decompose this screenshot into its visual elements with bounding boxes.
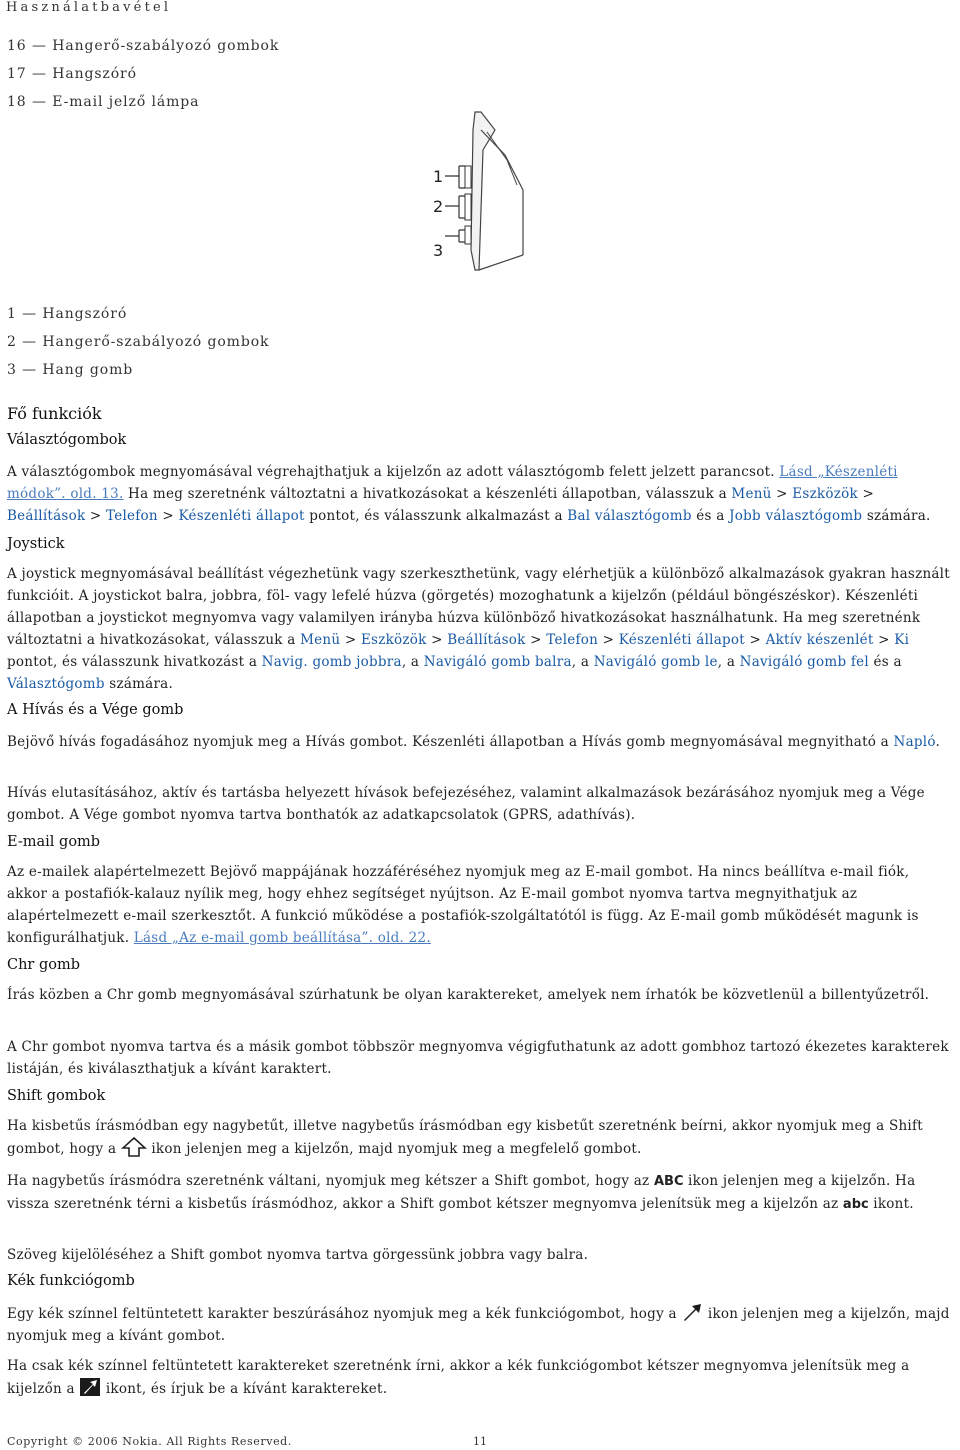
list-item: 17 — Hangszóró: [7, 66, 137, 82]
paragraph-shift-1: Ha kisbetűs írásmódban egy nagybetűt, illetve nagybetűs írásmódban egy kisbetűt szeretnénk beírni, akkor nyomjuk meg a Shift gombot, hogy a ikon jelenjen meg a kijelzőn, majd nyomjuk meg a megfelelő gombot.: [7, 1118, 923, 1157]
paragraph-kek-2: Ha csak kék színnel feltüntetett karaktereket szeretnénk írni, akkor a kék funkciógombot kétszer megnyomva jelenítsük meg a kijelzőn a ikont, és írjuk be a kívánt karaktereket.: [7, 1358, 910, 1397]
list-item: 18 — E-mail jelző lámpa: [7, 94, 200, 110]
paragraph-joystick: A joystick megnyomásával beállítást végezhetünk vagy szerkeszthetünk, vagy elérhetjük a különböző alkalmazások gyakran használt funkcióit. A joystickot balra, jobbra, föl- vagy lefelé húzva (görgetés) mozoghatunk a kijelzőn (például böngészéskor). Készenléti állapotban a joystickot megnyomva vagy valamilyen irányba húzva különböző hivatkozásokat használhatunk. Ha meg szeretnénk változtatni a hivatkozásokat, válasszuk a Menü > Eszközök > Beállítások > Telefon > Készenléti állapot > Aktív készenlét > Ki pontot, és válasszunk hivatkozást a Navig. gomb jobbra, a Navigáló gomb balra, a Navigáló gomb le, a Navigáló gomb fel és a Választógomb számára.: [7, 566, 950, 692]
link-email-gomb-beallitasa[interactable]: Lásd „Az e-mail gomb beállítása”. old. 22.: [133, 930, 431, 946]
abc-uppercase-icon: ABC: [653, 1174, 684, 1189]
shift-arrow-icon: [121, 1137, 147, 1157]
page-number: 11: [473, 1435, 487, 1448]
section-heading-hivas: A Hívás és a Vége gomb: [7, 702, 184, 718]
section-heading-joystick: Joystick: [7, 536, 65, 552]
running-header: Használatbavétel: [6, 0, 172, 15]
paragraph-chr-1: Írás közben a Chr gomb megnyomásával szúrhatunk be olyan karaktereket, amelyek nem írhatók be közvetlenül a billentyűzetről.: [7, 987, 930, 1003]
list-item: 16 — Hangerő-szabályozó gombok: [7, 38, 280, 54]
paragraph-chr-2: A Chr gombot nyomva tartva és a másik gombot többször megnyomva végigfuthatunk az adott gombhoz tartozó ékezetes karakterek listáján, és kiválaszthatjuk a kívánt karaktert.: [7, 1039, 949, 1077]
section-heading-valasztogombok: Választógombok: [7, 432, 127, 448]
abc-lowercase-icon: abc: [842, 1197, 869, 1212]
paragraph-shift-3: Szöveg kijelöléséhez a Shift gombot nyomva tartva görgessünk jobbra vagy balra.: [7, 1247, 589, 1263]
copyright: Copyright © 2006 Nokia. All Rights Reserved.: [7, 1435, 292, 1448]
main-heading: Fő funkciók: [7, 404, 102, 423]
paragraph-valasztogombok: A választógombok megnyomásával végrehajthatjuk a kijelzőn az adott választógomb felett jelzett parancsot. Lásd „Készenléti módok”. old. 13. Ha meg szeretnénk változtatni a hivatkozásokat a készenléti állapotban, válasszuk a Menü > Eszközök > Beállítások > Telefon > Készenléti állapot pontot, és válasszunk alkalmazást a Bal választógomb és a Jobb választógomb számára.: [7, 464, 931, 524]
phone-side-figure: [415, 110, 545, 290]
list-item: 2 — Hangerő-szabályozó gombok: [7, 334, 270, 350]
section-heading-kek: Kék funkciógomb: [7, 1273, 135, 1289]
list-item: 1 — Hangszóró: [7, 306, 128, 322]
link-keszenleti-modok[interactable]: Lásd „Készenléti módok”. old. 13.: [7, 464, 898, 502]
paragraph-hivas-2: Hívás elutasításához, aktív és tartásba helyezett hívások befejezéséhez, valamint alkalmazások bezárásához nyomjuk meg a Vége gombot. A Vége gombot nyomva tartva bonthatók az adatkapcsolatok (GPRS, adathívás).: [7, 785, 925, 823]
section-heading-shift: Shift gombok: [7, 1088, 106, 1104]
section-heading-chr: Chr gomb: [7, 957, 81, 973]
paragraph-kek-1: Egy kék színnel feltüntetett karakter beszúrásához nyomjuk meg a kék funkciógombot, hogy a ikon jelenjen meg a kijelzőn, majd nyomjuk meg a kívánt gombot.: [7, 1302, 953, 1347]
paragraph-email: Az e-mailek alapértelmezett Bejövő mappájának hozzáféréséhez nyomjuk meg az E-mail gombot. Ha nincs beállítva e-mail fiók, akkor a postafiók-kalauz nyílik meg, hogy ehhez segítséget nyújtson. Az E-mail gombot nyomva tartva megnyithatjuk az alapértelmezett e-mail szerkesztőt. A funkció működése a postafiók-szolgáltatótól is függ. Az E-mail gomb működését magunk is konfigurálhatjuk. Lásd „Az e-mail gomb beállítása”. old. 22.: [7, 864, 919, 946]
blue-function-arrow-icon: [681, 1302, 703, 1322]
paragraph-shift-2: Ha nagybetűs írásmódra szeretnénk váltani, nyomjuk meg kétszer a Shift gombot, hogy az ABC ikon jelenjen meg a kijelzőn. Ha vissza szeretnénk térni a kisbetűs írásmódhoz, akkor a Shift gombot kétszer megnyomva jelenítsük meg a kijelzőn az abc ikont.: [7, 1170, 953, 1216]
list-item: 3 — Hang gomb: [7, 362, 134, 378]
section-heading-email: E-mail gomb: [7, 834, 101, 850]
blue-function-lock-icon: [79, 1377, 101, 1397]
paragraph-hivas-1: Bejövő hívás fogadásához nyomjuk meg a Hívás gombot. Készenléti állapotban a Hívás gomb megnyomásával megnyitható a Napló.: [7, 734, 941, 750]
figure-label-3: 3: [433, 241, 444, 260]
figure-label-1: 1: [433, 167, 444, 186]
figure-label-2: 2: [433, 197, 444, 216]
